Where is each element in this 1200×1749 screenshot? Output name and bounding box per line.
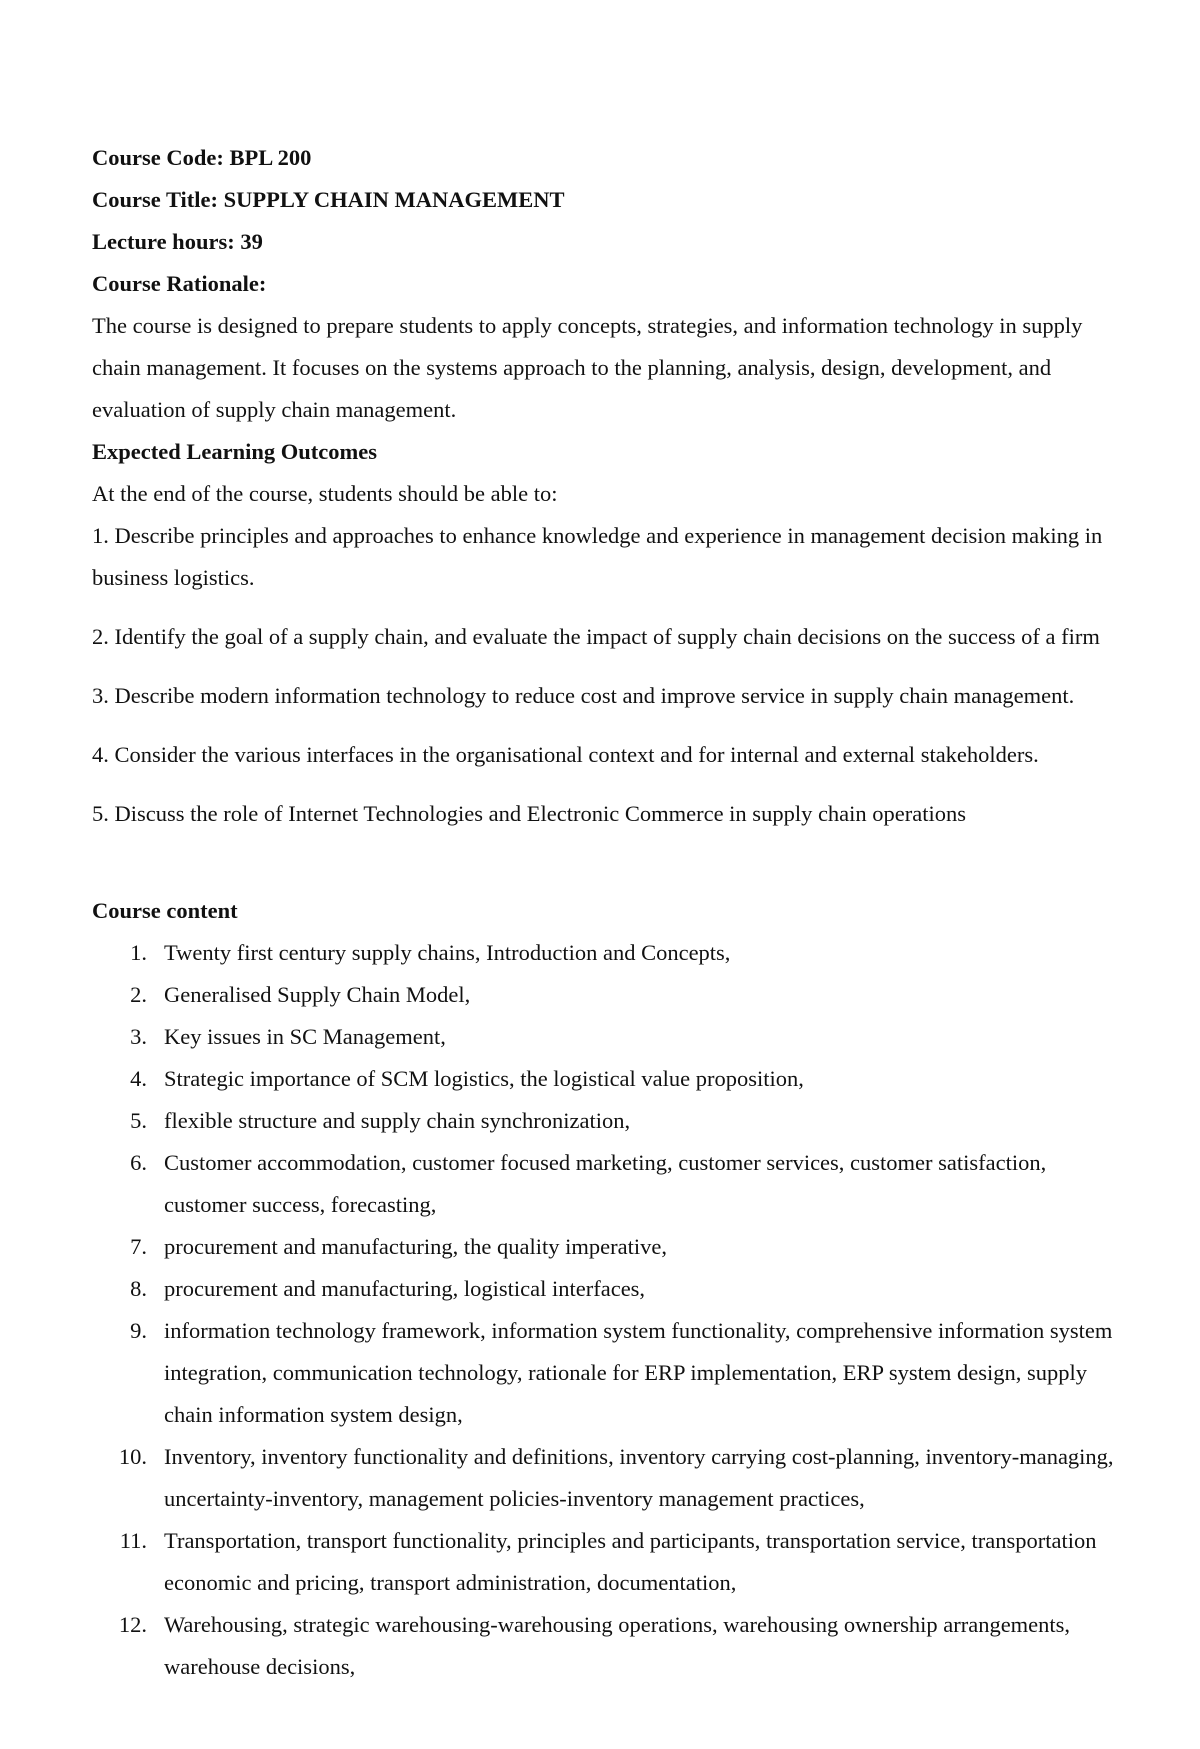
- content-item-number: 3.: [130, 1024, 147, 1049]
- content-heading: Course content: [92, 898, 238, 923]
- content-item-number: 12.: [118, 1612, 147, 1637]
- content-item-number: 4.: [130, 1066, 147, 1091]
- content-item: [92, 1604, 1122, 1688]
- outcome-item: 5. Discuss the role of Internet Technologies and Electronic Commerce in supply chain operations: [92, 801, 967, 826]
- section-spacer: [92, 852, 1122, 890]
- content-item: [92, 1058, 1122, 1100]
- outcome-item: 1. Describe principles and approaches to enhance knowledge and experience in management decision making in business logistics.: [92, 523, 1103, 590]
- outcomes-list: [92, 515, 1122, 835]
- outcome-item: 2. Identify the goal of a supply chain, and evaluate the impact of supply chain decisions on the success of a firm: [92, 624, 1100, 649]
- content-item: [92, 974, 1122, 1016]
- content-item-text: Transportation, transport functionality, principles and participants, transportation service, transportation economic and pricing, transport administration, documentation,: [164, 1528, 1097, 1595]
- content-item: [92, 932, 1122, 974]
- content-item-number: 7.: [130, 1234, 147, 1259]
- content-item-number: 1.: [130, 940, 147, 965]
- content-item-text: procurement and manufacturing, the quality imperative,: [164, 1234, 667, 1259]
- content-item-number: 11.: [119, 1528, 147, 1553]
- outcome-item: 4. Consider the various interfaces in the organisational context and for internal and external stakeholders.: [92, 742, 1039, 767]
- content-item: [92, 1520, 1122, 1604]
- document-page: [92, 137, 1122, 1688]
- lecture-hours: Lecture hours: 39: [92, 229, 263, 254]
- outcome-item: 3. Describe modern information technology to reduce cost and improve service in supply chain management.: [92, 683, 1075, 708]
- content-item: [92, 1436, 1122, 1520]
- content-item-number: 8.: [130, 1276, 147, 1301]
- content-item-text: Generalised Supply Chain Model,: [164, 982, 471, 1007]
- course-title: Course Title: SUPPLY CHAIN MANAGEMENT: [92, 187, 565, 212]
- rationale-heading: Course Rationale:: [92, 271, 267, 296]
- content-item-number: 9.: [130, 1318, 147, 1343]
- content-item-number: 2.: [130, 982, 147, 1007]
- outcomes-intro: At the end of the course, students should be able to:: [92, 481, 558, 506]
- content-item: [92, 1016, 1122, 1058]
- content-item-text: procurement and manufacturing, logistical interfaces,: [164, 1276, 646, 1301]
- content-item-text: Key issues in SC Management,: [164, 1024, 446, 1049]
- content-item-number: 10.: [118, 1444, 147, 1469]
- content-item-text: Strategic importance of SCM logistics, the logistical value proposition,: [164, 1066, 804, 1091]
- content-item: [92, 1226, 1122, 1268]
- content-item: [92, 1100, 1122, 1142]
- content-item-number: 5.: [130, 1108, 147, 1133]
- content-list: [92, 932, 1122, 1688]
- content-item: [92, 1268, 1122, 1310]
- content-item-text: Warehousing, strategic warehousing-warehousing operations, warehousing ownership arrangements, warehouse decisions,: [164, 1612, 1071, 1679]
- content-item-text: Inventory, inventory functionality and definitions, inventory carrying cost-planning, inventory-managing, uncertainty-inventory, management policies-inventory management practices,: [164, 1444, 1114, 1511]
- course-code: Course Code: BPL 200: [92, 145, 312, 170]
- outcomes-heading: Expected Learning Outcomes: [92, 439, 377, 464]
- content-item: [92, 1142, 1122, 1226]
- rationale-text: The course is designed to prepare students to apply concepts, strategies, and information technology in supply chain management. It focuses on the systems approach to the planning, analysis, design, development, and evaluation of supply chain management.: [92, 313, 1083, 422]
- content-item: [92, 1310, 1122, 1436]
- content-item-number: 6.: [130, 1150, 147, 1175]
- content-item-text: Twenty first century supply chains, Introduction and Concepts,: [164, 940, 731, 965]
- content-item-text: flexible structure and supply chain synchronization,: [164, 1108, 631, 1133]
- content-item-text: Customer accommodation, customer focused marketing, customer services, customer satisfaction, customer success, forecasting,: [164, 1150, 1047, 1217]
- content-item-text: information technology framework, information system functionality, comprehensive information system integration, communication technology, rationale for ERP implementation, ERP system design, supply chain information system design,: [164, 1318, 1113, 1427]
